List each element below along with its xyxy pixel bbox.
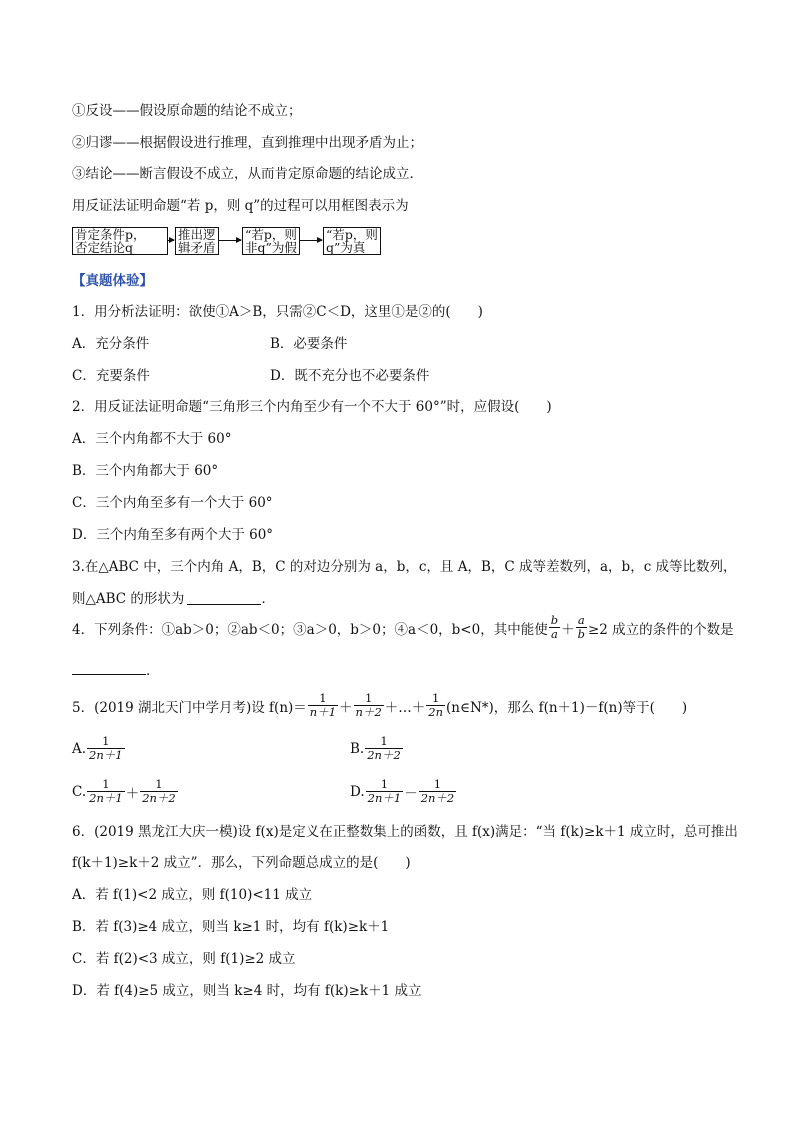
q6-option-a: A．若 f(1)<2 成立，则 f(10)<11 成立 — [72, 887, 313, 903]
q6-option-b: B．若 f(3)≥4 成立，则当 k≥1 时，均有 f(k)≥k＋1 — [72, 919, 390, 935]
frac-den: 2n — [428, 705, 443, 719]
q2-stem: 2．用反证法证明命题“三角形三个内角至少有一个不大于 60°”时，应假设( ) — [72, 399, 552, 415]
frac-den: 2n＋2 — [420, 791, 455, 805]
q3-line-1: 3.在△ABC 中，三个内角 A，B，C 的对边分别为 a，b，c，且 A，B，C 成等差数列，a，b，c 成等比数列， — [72, 559, 737, 575]
q5-option-d-fraction-2 — [419, 778, 457, 805]
flowchart-intro: 用反证法证明命题“若 p，则 q”的过程可以用框图表示为 — [72, 198, 409, 214]
q3-end: ． — [261, 591, 275, 607]
q5-option-d-minus: － — [404, 785, 418, 802]
flow-box-4-line-2: q”为真 — [326, 240, 366, 255]
q3-line-2-text: 则△ABC 的形状为 — [72, 591, 185, 607]
q5-option-a-fraction — [87, 735, 125, 762]
frac-num: 1 — [319, 691, 327, 705]
frac-den: 2n＋2 — [142, 791, 176, 805]
frac-num: 1 — [380, 734, 388, 748]
frac-num: 1 — [102, 734, 110, 748]
q4-answer-line — [72, 660, 160, 681]
q5-option-c-label: C. — [72, 783, 87, 800]
frac-den: a — [550, 627, 558, 641]
flow-box-1-line-1: 肯定条件p， — [75, 227, 146, 242]
flow-box-4-line-1: “若p，则 — [326, 227, 378, 242]
q4-stem-post: ≥2 成立的条件的个数是 — [587, 621, 734, 638]
section-title: 【真题体验】 — [72, 273, 153, 289]
q4-plus: ＋ — [561, 621, 575, 638]
frac-den: n＋2 — [355, 705, 382, 719]
q4-stem-pre: 4．下列条件：①ab＞0；②ab＜0；③a＞0，b＞0；④a＜0，b<0，其中能使 — [72, 621, 548, 638]
q5-option-b-fraction — [365, 735, 403, 762]
frac-den: 2n＋1 — [367, 791, 402, 805]
q6-option-d: D．若 f(4)≥5 成立，则当 k≥4 时，均有 f(k)≥k＋1 成立 — [72, 983, 422, 999]
q5-option-c-plus: ＋ — [125, 785, 140, 802]
q6-option-c: C．若 f(2)<3 成立，则 f(1)≥2 成立 — [72, 951, 296, 967]
q2-option-c: C．三个内角至多有一个大于 60° — [72, 495, 273, 511]
frac-num: 1 — [431, 691, 440, 705]
q2-option-a: A．三个内角都不大于 60° — [72, 431, 232, 447]
flow-box-1-line-2: 否定结论q — [75, 240, 134, 255]
q4-fraction-a-over-b — [576, 614, 587, 641]
q5-option-a-label: A. — [72, 740, 87, 757]
step-3: ③结论——断言假设不成立，从而肯定原命题的结论成立． — [72, 166, 423, 182]
q2-option-b: B．三个内角都大于 60° — [72, 463, 219, 479]
flow-arrow-1 — [168, 240, 174, 241]
frac-num: 1 — [364, 691, 373, 705]
q1-option-d: D．既不充分也不必要条件 — [270, 368, 430, 384]
flow-box-1 — [72, 227, 168, 255]
flow-arrow-2 — [219, 240, 241, 241]
flow-box-3-line-2: 非q”为假 — [245, 240, 297, 255]
q5-dots: ＋…＋ — [384, 699, 426, 716]
frac-den: 2n＋1 — [89, 791, 123, 805]
q1-option-c: C．充要条件 — [72, 368, 150, 384]
q4-end: ． — [146, 663, 160, 679]
q5-option-a — [72, 735, 126, 762]
frac-num: 1 — [102, 777, 110, 791]
q6-line-2: f(k＋1)≥k＋2 成立”．那么，下列命题总成立的是( ) — [72, 855, 411, 871]
step-1: ①反设——假设原命题的结论不成立； — [72, 103, 302, 119]
q5-term-2 — [354, 692, 384, 719]
q5-option-d-fraction-1 — [366, 778, 404, 805]
frac-den: n＋1 — [309, 705, 337, 719]
q5-option-b-label: B. — [350, 740, 365, 757]
frac-den: b — [577, 627, 585, 641]
q2-option-d: D．三个内角至多有两个大于 60° — [72, 527, 274, 543]
q1-option-b: B．必要条件 — [270, 336, 348, 352]
frac-num: a — [577, 613, 585, 627]
step-2: ②归谬——根据假设进行推理，直到推理中出现矛盾为止； — [72, 135, 423, 151]
q1-stem: 1．用分析法证明：欲使①A＞B，只需②C＜D，这里①是②的( ) — [72, 304, 483, 320]
flow-arrow-3 — [300, 240, 322, 241]
frac-den: 2n＋1 — [89, 748, 123, 762]
q4-fraction-b-over-a — [549, 614, 560, 641]
q4-answer-blank[interactable] — [72, 660, 146, 675]
q5-plus: ＋ — [339, 699, 353, 716]
flow-box-2 — [175, 227, 219, 255]
q5-option-c-fraction-2 — [140, 778, 178, 805]
q5-stem-pre: 5．(2019 湖北天门中学月考)设 f(n)＝ — [72, 699, 307, 716]
q4-stem — [72, 614, 734, 641]
q5-option-d-label: D. — [350, 783, 365, 800]
flow-box-2-line-1: 推出逻 — [178, 227, 216, 242]
flow-box-4 — [323, 227, 381, 255]
flow-box-2-line-2: 辑矛盾 — [178, 240, 216, 255]
frac-num: 1 — [155, 777, 163, 791]
q5-stem-post: (n∈N*)，那么 f(n＋1)－f(n)等于( ) — [446, 699, 688, 716]
q5-option-c-fraction-1 — [87, 778, 125, 805]
frac-num: 1 — [433, 777, 442, 791]
flow-box-3-line-1: “若p，则 — [245, 227, 297, 242]
flowchart — [72, 227, 412, 257]
q5-term-last — [426, 692, 445, 719]
q5-stem — [72, 692, 687, 719]
q3-answer-blank[interactable] — [187, 590, 261, 605]
q5-term-1 — [308, 692, 338, 719]
q5-option-d — [350, 778, 457, 805]
frac-den: 2n＋2 — [367, 748, 401, 762]
flow-box-3 — [242, 227, 300, 255]
q6-line-1: 6．(2019 黑龙江大庆一模)设 f(x)是定义在正整数集上的函数，且 f(x)满足：“当 f(k)≥k＋1 成立时，总可推出 — [72, 824, 738, 840]
frac-num: b — [550, 613, 559, 627]
q3-line-2 — [72, 589, 275, 609]
q5-option-c — [72, 778, 179, 805]
frac-num: 1 — [380, 777, 389, 791]
q1-option-a: A．充分条件 — [72, 336, 150, 352]
q5-option-b — [350, 735, 404, 762]
